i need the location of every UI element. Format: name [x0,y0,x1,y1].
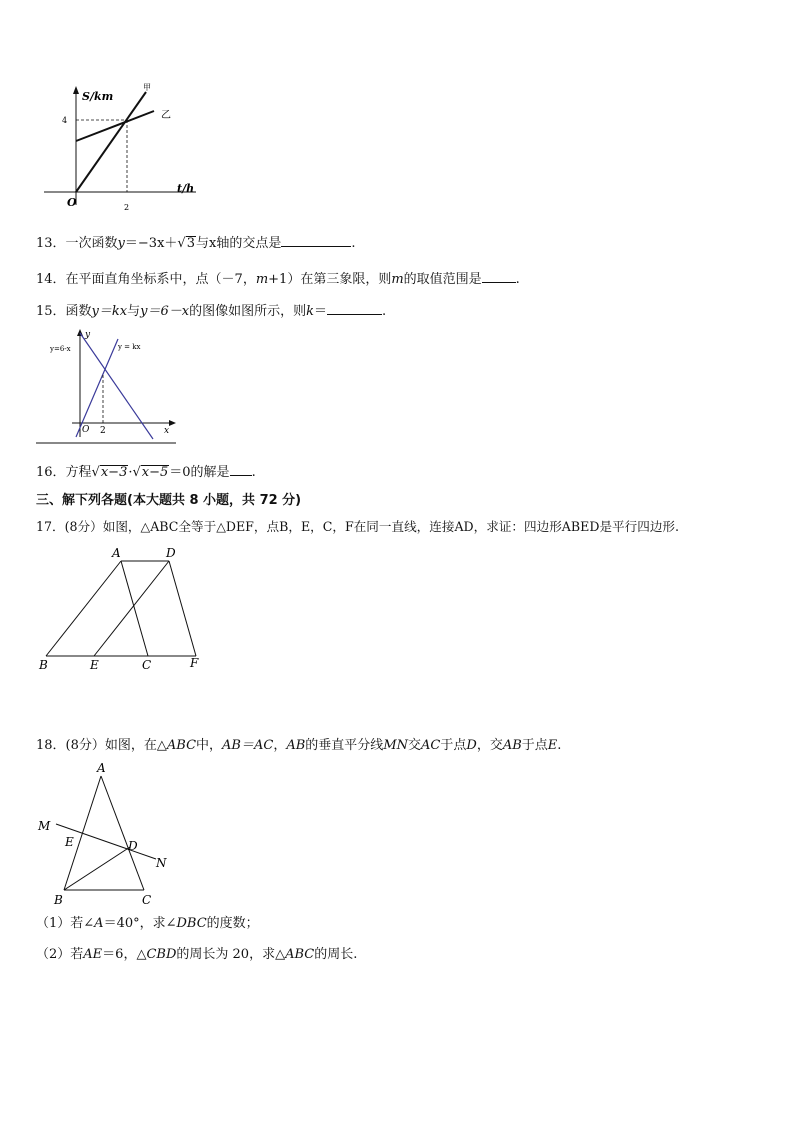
question-13: 13．一次函数y＝−3x＋√3与x轴的交点是 . [36,232,355,254]
point-e-label: E [90,658,99,672]
section-heading: 三、解下列各题(本大题共 8 小题，共 72 分) [36,493,302,508]
segment-ab [46,561,121,656]
figure-two-lines-graph [36,325,181,447]
point-b-label: B [39,658,48,672]
segment-ac [121,561,148,656]
point-b-label: B [54,893,63,907]
point-c-label: C [142,658,152,672]
segment-de [94,561,169,656]
point-m-label: M [38,819,51,833]
label-six-minus-x: y=6-x [50,345,71,353]
question-18: 18．(8分）如图，在△ABC中，AB＝AC，AB的垂直平分线MN交AC于点D，交AB于点E. [36,738,562,753]
point-n-label: N [156,856,167,870]
x-axis-arrow [169,420,176,426]
y-tick-label: 4 [62,116,68,125]
sqrt-x-minus-5: x−5 [141,465,169,480]
answer-blank-13[interactable] [281,232,351,247]
x-tick-label: 2 [124,203,130,212]
y-axis-arrow [73,86,79,94]
question-18-part-1: （1）若∠A＝40°，求∠DBC的度数； [36,916,259,931]
origin-label: O [67,196,77,209]
sqrt-x-minus-3: x−3 [100,465,128,480]
y-axis-label: y [85,330,91,340]
x-axis-label: t/h [177,182,195,195]
line-jia [76,92,146,192]
answer-blank-16[interactable] [230,461,252,476]
point-e-label: E [65,835,74,849]
figure-parallelogram-abed [36,543,206,673]
point-a-label: A [112,546,121,560]
answer-blank-15[interactable] [327,300,382,315]
origin-label: O [82,425,90,435]
question-18-part-2: （2）若AE＝6，△CBD的周长为 20，求△ABC的周长. [36,947,358,962]
y-axis-arrow [77,329,83,336]
answer-blank-14[interactable] [482,268,516,283]
question-15: 15．函数y＝kx与y＝6－x的图像如图所示，则k＝ . [36,300,386,322]
line-jia-label: 甲 [143,83,151,92]
segment-ac [101,776,144,890]
question-17: 17．(8分）如图，△ABC全等于△DEF，点B，E，C，F在同一直线，连接AD，求证：四边形ABED是平行四边形. [36,519,680,534]
segment-df [169,561,196,656]
point-a-label: A [97,761,106,775]
x-tick-label: 2 [100,426,106,436]
figure-distance-time-graph [36,80,206,215]
point-d-label: D [166,546,176,560]
sqrt-3: 3 [186,236,195,251]
line-kx [76,339,118,437]
point-c-label: C [142,893,152,907]
label-kx: y = kx [118,343,141,351]
point-d-label: D [128,839,138,853]
figure-isosceles-triangle [36,760,186,908]
line-yi-label: 乙 [161,110,171,121]
y-axis-label: S/km [82,90,114,103]
segment-bd [64,847,130,890]
point-f-label: F [190,656,199,670]
x-axis-label: x [164,426,170,436]
question-14: 14．在平面直角坐标系中，点（－7，m+1）在第三象限，则m的取值范围是 . [36,268,520,290]
question-16: 16．方程√x−3·√x−5＝0的解是 . [36,461,256,483]
